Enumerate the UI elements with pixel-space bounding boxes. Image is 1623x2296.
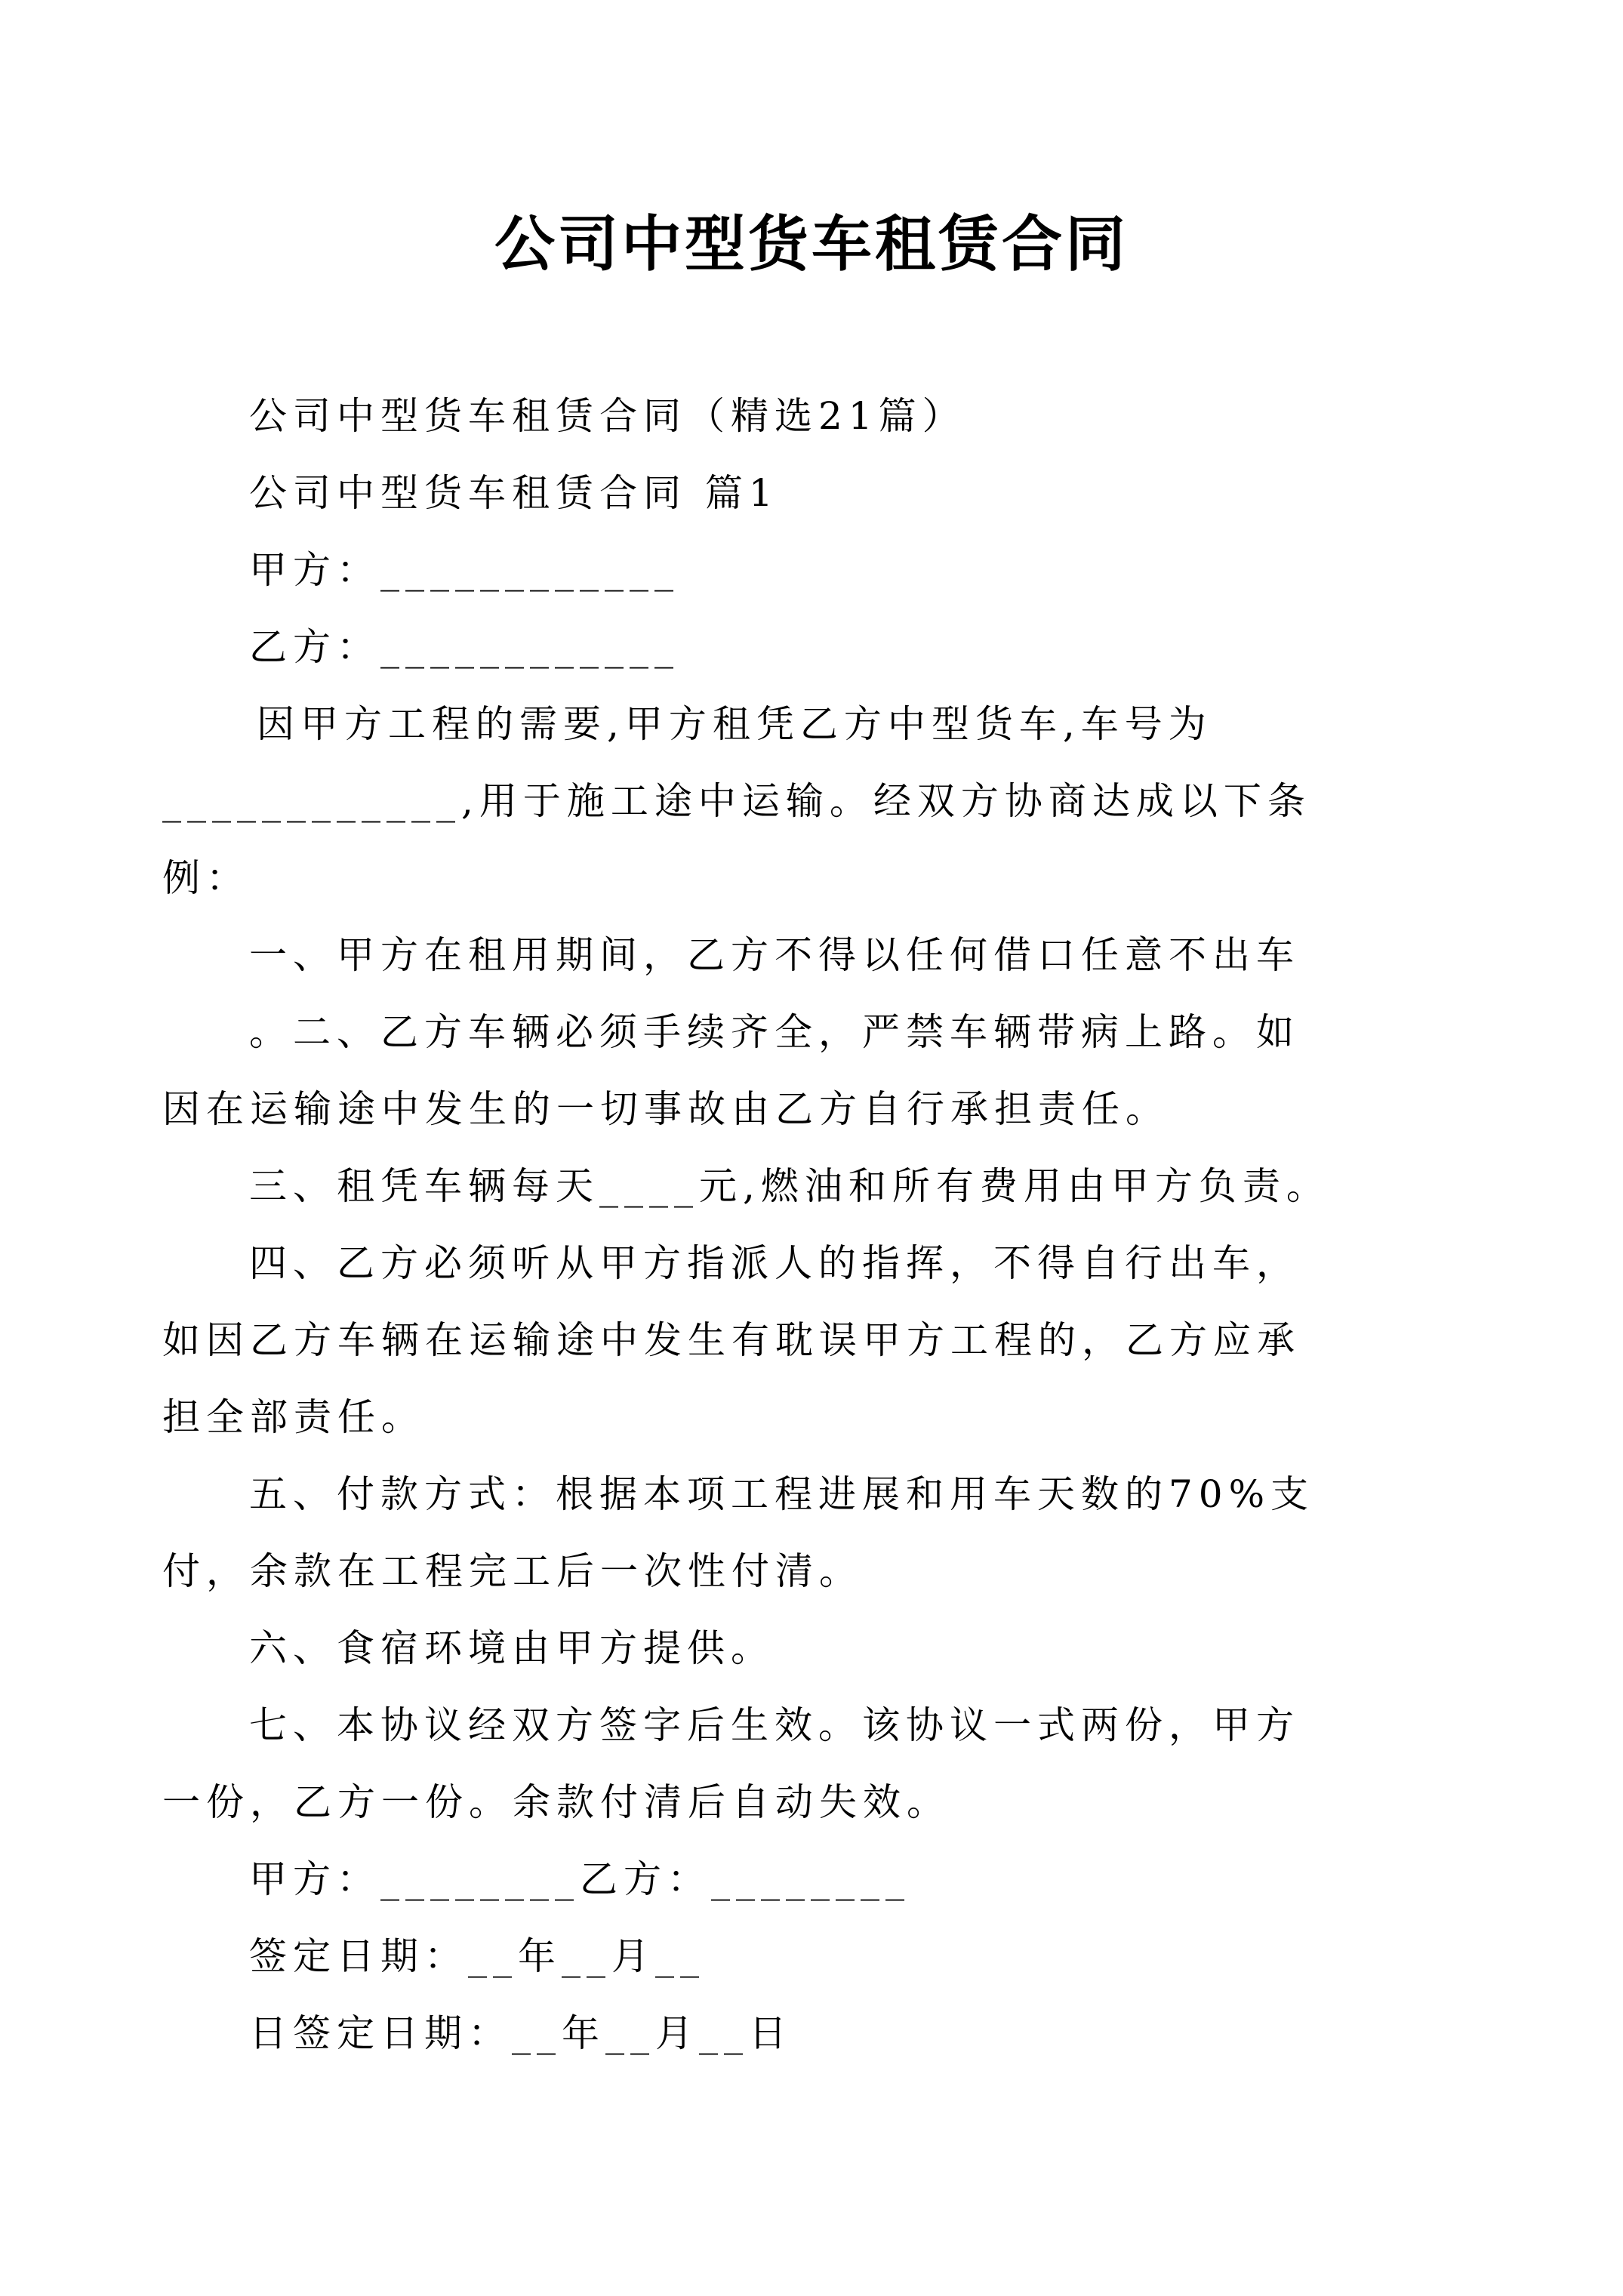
paragraph-line: 因甲方工程的需要,甲方租凭乙方中型货车,车号为 bbox=[257, 702, 1212, 746]
paragraph-line: 例： bbox=[162, 856, 250, 900]
clause-line: 七、本协议经双方签字后生效。该协议一式两份，甲方 bbox=[249, 1703, 1300, 1747]
clause-line: 四、乙方必须听从甲方指派人的指挥，不得自行出车， bbox=[249, 1241, 1300, 1285]
clause-line: 如因乙方车辆在运输途中发生有耽误甲方工程的，乙方应承 bbox=[162, 1318, 1301, 1362]
clause-line: 。二、乙方车辆必须手续齐全，严禁车辆带病上路。如 bbox=[249, 1010, 1300, 1054]
clause-line: 三、租凭车辆每天____元,燃油和所有费用由甲方负责。 bbox=[249, 1164, 1330, 1208]
section-heading: 公司中型货车租赁合同 篇1 bbox=[249, 471, 779, 515]
subtitle-line: 公司中型货车租赁合同（精选21篇） bbox=[249, 394, 966, 438]
paragraph-line: ____________,用于施工途中运输。经双方协商达成以下条 bbox=[162, 779, 1311, 823]
party-b-line: 乙方：____________ bbox=[249, 625, 679, 669]
clause-line: 五、付款方式：根据本项工程进展和用车天数的70%支 bbox=[249, 1472, 1315, 1516]
clause-line: 付，余款在工程完工后一次性付清。 bbox=[162, 1549, 863, 1593]
party-a-line: 甲方：____________ bbox=[249, 548, 679, 592]
clause-line: 六、食宿环境由甲方提供。 bbox=[249, 1626, 775, 1670]
clause-line: 担全部责任。 bbox=[162, 1395, 425, 1439]
signature-line: 甲方：________乙方：________ bbox=[249, 1857, 910, 1901]
date-line: 日签定日期：__年__月__日 bbox=[249, 2011, 793, 2055]
date-line: 签定日期：__年__月__ bbox=[249, 1934, 705, 1978]
clause-line: 一、甲方在租用期间，乙方不得以任何借口任意不出车 bbox=[249, 933, 1300, 977]
clause-line: 因在运输途中发生的一切事故由乙方自行承担责任。 bbox=[162, 1087, 1169, 1131]
clause-line: 一份，乙方一份。余款付清后自动失效。 bbox=[162, 1780, 950, 1824]
document-title: 公司中型货车租赁合同 bbox=[494, 208, 1129, 279]
document-body bbox=[162, 378, 1381, 2072]
